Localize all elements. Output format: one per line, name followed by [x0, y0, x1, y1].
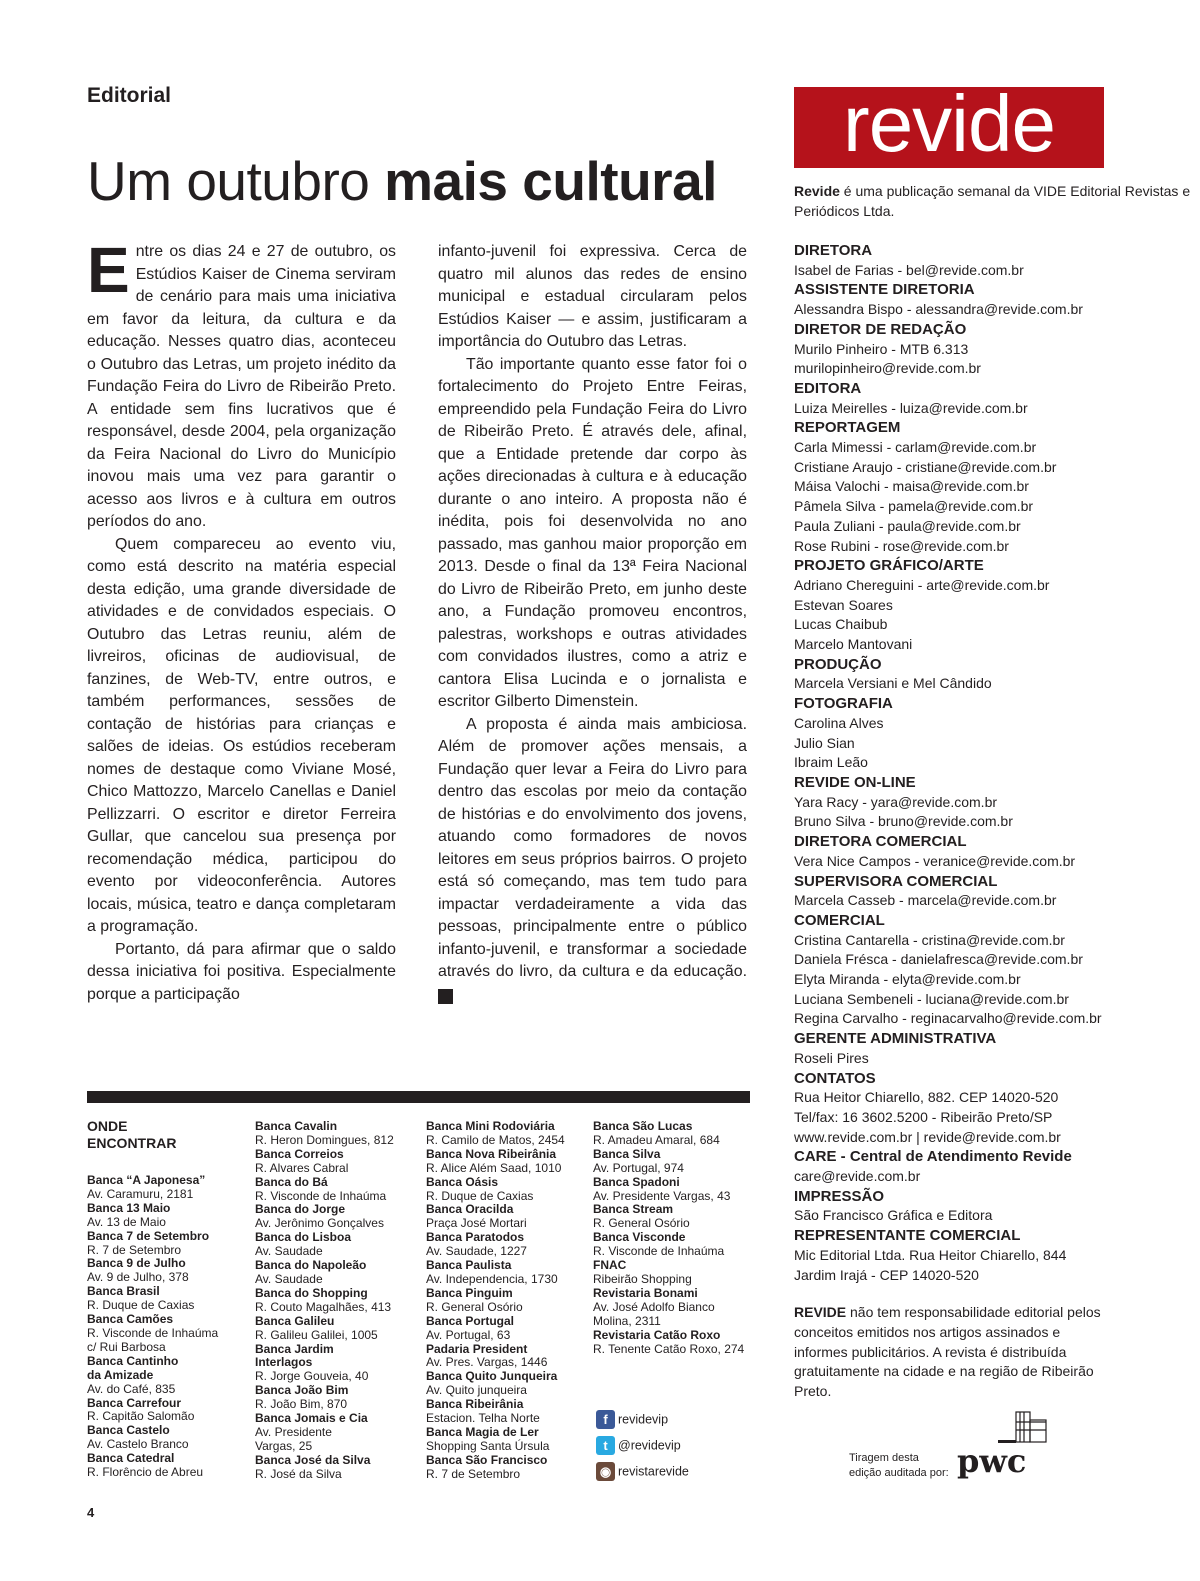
description-brand: Revide	[794, 183, 840, 199]
description-text: é uma publicação semanal da VIDE Editorial Revistas e Periódicos Ltda.	[794, 183, 1191, 219]
staff-role-heading: CARE - Central de Atendimento Revide	[794, 1148, 1072, 1166]
newsstand-address: R. General Osório	[593, 1216, 690, 1231]
disclaimer-brand: REVIDE	[794, 1304, 847, 1320]
newsstand-address: Av. 9 de Julho, 378	[87, 1270, 189, 1285]
newsstand-name: Banca Quito Junqueira	[426, 1369, 558, 1384]
newsstand-address: R. General Osório	[426, 1299, 523, 1314]
staff-role-heading: COMERCIAL	[794, 911, 885, 929]
newsstand-name: Banca Visconde	[593, 1230, 686, 1245]
staff-role-heading: DIRETOR DE REDAÇÃO	[794, 320, 967, 338]
staff-entry: Ibraim Leão	[794, 754, 868, 771]
revide-logo	[794, 79, 1104, 168]
staff-entry: Marcela Versiani e Mel Cândido	[794, 675, 992, 692]
audit-note-line: edição auditada por:	[849, 1467, 949, 1479]
newsstand-name: Banca Brasil	[87, 1284, 160, 1299]
newsstand-address: R. Capitão Salomão	[87, 1409, 195, 1424]
article-paragraph: A proposta é ainda mais ambiciosa. Além de promover ações mensais, a Fundação quer levar a Feira do Livro para dentro das escolas por meio da contação de histórias e do envolvimento dos jovens, atuando como formadores de novos leitores em seus próprios bairros. O projeto está só começando, mas tem tudo para impactar verdadeiramente a vida das pessoas, principalmente entre o público infanto-juvenil, e transformar a sociedade através do livro, da cultura e da educação.	[438, 715, 747, 980]
staff-entry: Julio Sian	[794, 734, 855, 751]
staff-role-heading: SUPERVISORA COMERCIAL	[794, 872, 998, 890]
newsstand-address: R. Duque de Caxias	[426, 1188, 534, 1203]
headline-bold: mais cultural	[384, 150, 717, 212]
staff-entry: care@revide.com.br	[794, 1168, 921, 1185]
newsstand-address: R. Visconde de Inhaúma	[593, 1244, 725, 1259]
newsstand-name: Banca 13 Maio	[87, 1200, 171, 1215]
newsstand-address: R. Amadeu Amaral, 684	[593, 1132, 720, 1147]
newsstand-name: Banca do Napoleão	[255, 1258, 367, 1273]
newsstand-name: Banca Catedral	[87, 1451, 175, 1466]
staff-entry: Yara Racy - yara@revide.com.br	[794, 793, 998, 810]
newsstand-address: Av. do Café, 835	[87, 1381, 176, 1396]
staff-entry: Paula Zuliani - paula@revide.com.br	[794, 517, 1021, 534]
newsstand-name: Banca Stream	[593, 1202, 674, 1217]
staff-list	[794, 241, 1102, 1285]
audit-note-line: Tiragem desta	[849, 1452, 919, 1464]
newsstand-name: Banca Mini Rodoviária	[426, 1119, 555, 1133]
newsstand-column	[255, 1120, 394, 1482]
newsstand-name: Banca Jomais e Cia	[255, 1411, 368, 1426]
newsstand-address: R. Jorge Gouveia, 40	[255, 1369, 369, 1384]
newsstand-address: Molina, 2311	[593, 1313, 661, 1328]
newsstand-address: Estacion. Telha Norte	[426, 1411, 540, 1426]
staff-entry: Mic Editorial Ltda. Rua Heitor Chiarello, 844	[794, 1246, 1067, 1263]
section-divider	[87, 1091, 750, 1103]
staff-entry: Jardim Irajá - CEP 14020-520	[794, 1266, 979, 1283]
newsstand-name: Banca do Shopping	[255, 1285, 368, 1300]
staff-entry: Rua Heitor Chiarello, 882. CEP 14020-520	[794, 1089, 1059, 1106]
newsstand-name: Banca Castelo	[87, 1423, 170, 1438]
section-label: Editorial	[87, 84, 172, 107]
facebook-icon: f	[596, 1410, 615, 1429]
staff-role-heading: FOTOGRAFIA	[794, 695, 893, 713]
staff-entry: Isabel de Farias - bel@revide.com.br	[794, 261, 1024, 278]
social-handle: @revidevip	[618, 1438, 681, 1453]
staff-entry: Marcelo Mantovani	[794, 636, 913, 653]
newsstand-column	[593, 1120, 744, 1356]
staff-entry: Alessandra Bispo - alessandra@revide.com.br	[794, 301, 1083, 318]
newsstand-address: Av. Portugal, 974	[593, 1160, 684, 1175]
staff-entry: Estevan Soares	[794, 596, 893, 613]
newsstand-name: Banca Galileu	[255, 1313, 335, 1328]
newsstand-address: R. Alvares Cabral	[255, 1160, 349, 1175]
staff-role-heading: DIRETORA COMERCIAL	[794, 833, 967, 851]
newsstand-name: Banca Portugal	[426, 1313, 515, 1328]
newsstand-address: R. Visconde de Inhaúma	[255, 1188, 387, 1203]
social-facebook[interactable]	[596, 1410, 668, 1429]
newsstand-address: R. Tenente Catão Roxo, 274	[593, 1341, 745, 1356]
newsstand-address: c/ Rui Barbosa	[87, 1339, 166, 1354]
staff-entry: Vera Nice Campos - veranice@revide.com.br	[794, 852, 1076, 869]
newsstand-name: Padaria President	[426, 1341, 528, 1356]
editorial-disclaimer	[794, 1303, 1110, 1402]
newsstand-address: Av. Jerônimo Gonçalves	[255, 1216, 384, 1231]
newsstand-address: Av. Portugal, 63	[426, 1327, 511, 1342]
newsstand-name: FNAC	[593, 1258, 627, 1273]
newsstand-address: R. Heron Domingues, 812	[255, 1132, 394, 1147]
where-to-find-title	[87, 1118, 176, 1152]
newsstand-name: Banca Camões	[87, 1312, 174, 1327]
staff-entry: Cristina Cantarella - cristina@revide.com.br	[794, 931, 1065, 948]
newsstand-name: Banca do Bá	[255, 1174, 328, 1189]
where-to-find-title-line: ENCONTRAR	[87, 1135, 177, 1151]
newsstand-name: Banca Nova Ribeirânia	[426, 1146, 557, 1161]
newsstand-name: Banca João Bim	[255, 1383, 349, 1398]
newsstand-address: Shopping Santa Úrsula	[426, 1438, 550, 1453]
newsstand-address: Av. 13 de Maio	[87, 1214, 166, 1229]
newsstand-address: R. 7 de Setembro	[426, 1466, 521, 1481]
newsstand-address: Av. Presidente Vargas, 43	[593, 1188, 731, 1203]
newsstand-address: R. João Bim, 870	[255, 1397, 348, 1412]
newsstand-name: Banca Correios	[255, 1146, 344, 1161]
staff-entry: Carolina Alves	[794, 714, 884, 731]
staff-entry: Regina Carvalho - reginacarvalho@revide.com.br	[794, 1010, 1102, 1027]
staff-entry: Elyta Miranda - elyta@revide.com.br	[794, 971, 1021, 988]
staff-role-heading: PROJETO GRÁFICO/ARTE	[794, 557, 984, 575]
newsstand-name: da Amizade	[87, 1367, 154, 1382]
staff-role-heading: ASSISTENTE DIRETORIA	[794, 281, 975, 299]
newsstand-address: Av. Quito junqueira	[426, 1383, 527, 1398]
newsstand-address: Praça José Mortari	[426, 1216, 527, 1231]
newsstand-name: Banca Ribeirânia	[426, 1397, 524, 1412]
pwc-logo: pwc	[957, 1442, 1027, 1480]
staff-entry: Bruno Silva - bruno@revide.com.br	[794, 813, 1013, 830]
newsstand-name: Banca Cavalin	[255, 1119, 338, 1133]
staff-entry: Adriano Chereguini - arte@revide.com.br	[794, 576, 1050, 593]
newsstand-name: Banca Paratodos	[426, 1230, 525, 1245]
newsstand-column	[87, 1174, 218, 1480]
social-handle: revistarevide	[618, 1464, 689, 1479]
newsstand-address: Av. Saudade, 1227	[426, 1244, 527, 1259]
staff-entry: Murilo Pinheiro - MTB 6.313	[794, 340, 969, 357]
publication-description	[794, 182, 1200, 221]
where-to-find-title-line: ONDE	[87, 1118, 128, 1134]
page-number: 4	[87, 1505, 95, 1520]
newsstand-name: Banca Oásis	[426, 1174, 499, 1189]
staff-entry: Roseli Pires	[794, 1049, 869, 1066]
article-paragraph: ntre os dias 24 e 27 de outubro, os Estúdios Kaiser de Cinema serviram de cenário para mais uma iniciativa em favor da leitura, da cultura e da educação. Nesses quatro dias, aconteceu o Outubro das Letras, um projeto inédito da Fundação Feira do Livro de Ribeirão Preto. A entidade sem fins lucrativos que é responsável, desde 2004, pela organização da Feira Nacional do Livro do Município inovou mais uma vez para garantir o acesso aos livros e à cultura em outros períodos do ano.	[87, 243, 396, 530]
drop-cap: E	[87, 234, 130, 306]
newsstand-address: Av. Independencia, 1730	[426, 1271, 558, 1286]
headline	[87, 150, 717, 212]
newsstand-address: R. Alice Além Saad, 1010	[426, 1160, 562, 1175]
twitter-icon: t	[596, 1436, 615, 1455]
social-handle: revidevip	[618, 1412, 669, 1427]
staff-entry: murilopinheiro@revide.com.br	[794, 360, 981, 377]
newsstand-name: Banca São Lucas	[593, 1119, 693, 1133]
newsstand-address: R. Visconde de Inhaúma	[87, 1325, 219, 1340]
newsstand-address: R. Camilo de Matos, 2454	[426, 1132, 565, 1147]
staff-role-heading: REPORTAGEM	[794, 419, 901, 437]
staff-entry: Daniela Frésca - danielafresca@revide.com.br	[794, 951, 1083, 968]
newsstand-name: Banca do Jorge	[255, 1202, 346, 1217]
staff-entry: Marcela Casseb - marcela@revide.com.br	[794, 892, 1057, 909]
newsstand-name: Banca Carrefour	[87, 1395, 182, 1410]
newsstand-name: Banca Cantinho	[87, 1353, 179, 1368]
newsstand-address: Vargas, 25	[255, 1438, 313, 1453]
newsstand-address: Av. Saudade	[255, 1244, 323, 1259]
staff-entry: Luciana Sembeneli - luciana@revide.com.br	[794, 990, 1069, 1007]
newsstand-name: Banca “A Japonesa”	[87, 1173, 206, 1187]
newsstand-name: Banca São Francisco	[426, 1452, 548, 1467]
newsstand-address: Av. Caramuru, 2181	[87, 1186, 194, 1201]
staff-entry: Máisa Valochi - maisa@revide.com.br	[794, 478, 1029, 495]
newsstand-name: Banca 9 de Julho	[87, 1256, 186, 1271]
newsstand-name: Interlagos	[255, 1355, 313, 1370]
instagram-icon: ◉	[596, 1462, 615, 1481]
newsstand-column	[426, 1120, 565, 1482]
newsstand-name: Banca do Lisboa	[255, 1230, 352, 1245]
staff-role-heading: GERENTE ADMINISTRATIVA	[794, 1030, 997, 1048]
headline-light: Um outubro	[87, 150, 385, 212]
newsstand-name: Banca Magia de Ler	[426, 1424, 539, 1439]
social-twitter[interactable]	[596, 1436, 681, 1455]
staff-role-heading: REPRESENTANTE COMERCIAL	[794, 1227, 1021, 1245]
newsstand-address: Av. Saudade	[255, 1271, 323, 1286]
newsstand-address: Av. Pres. Vargas, 1446	[426, 1355, 548, 1370]
staff-role-heading: PRODUÇÃO	[794, 655, 882, 673]
article-paragraph: Quem compareceu ao evento viu, como está descrito na matéria especial desta edição, uma grande diversidade de atividades e de convidados especiais. O Outubro das Letras reuniu, além de livreiros, oficinas de audiovisual, de fanzines, de Web-TV, entre outros, e também performances, sessões de contação de histórias para crianças e salões de ideias. Os estúdios receberam nomes de destaque como Viviane Mosé, Chico Mattozzo, Marcelo Canellas e Daniel Pellizzarri. O escritor e diretor Ferreira Gullar, que cancelou sua presença por recomendação médica, participou do evento por videoconferência. Autores locais, música, teatro e dança completaram a programação.	[87, 535, 396, 935]
staff-entry: Rose Rubini - rose@revide.com.br	[794, 537, 1009, 554]
article-paragraph: infanto-juvenil foi expressiva. Cerca de quatro mil alunos das redes de ensino municipal e estadual circularam pelos Estúdios Kaiser — e assim, justificaram a importância do Outubro das Letras.	[438, 243, 747, 350]
staff-entry: São Francisco Gráfica e Editora	[794, 1207, 993, 1224]
newsstand-name: Revistaria Bonami	[593, 1285, 698, 1300]
newsstand-address: R. José da Silva	[255, 1466, 342, 1481]
staff-entry: Pâmela Silva - pamela@revide.com.br	[794, 498, 1034, 515]
disclaimer-text: não tem responsabilidade editorial pelos conceitos emitidos nos artigos assinados e informes publicitários. A revista é distribuída gratuitamente na cidade e na região de Ribeirão Preto.	[794, 1304, 1101, 1400]
newsstand-address: Av. Presidente	[255, 1424, 332, 1439]
staff-entry: Carla Mimessi - carlam@revide.com.br	[794, 439, 1037, 456]
newsstand-address: R. 7 de Setembro	[87, 1242, 182, 1257]
staff-entry: Luiza Meirelles - luiza@revide.com.br	[794, 399, 1028, 416]
newsstand-name: Banca Spadoni	[593, 1174, 680, 1189]
logo-text: revide	[843, 79, 1055, 168]
article-column-1	[87, 234, 396, 1006]
newsstand-name: Banca 7 de Setembro	[87, 1228, 210, 1243]
newsstand-name: Revistaria Catão Roxo	[593, 1327, 721, 1342]
newsstand-name: Banca Oracilda	[426, 1202, 514, 1217]
staff-role-heading: REVIDE ON-LINE	[794, 773, 916, 791]
social-instagram[interactable]	[596, 1462, 689, 1481]
audit-note	[849, 1451, 949, 1481]
newsstand-address: R. Couto Magalhães, 413	[255, 1299, 392, 1314]
staff-entry: Tel/fax: 16 3602.5200 - Ribeirão Preto/SP	[794, 1108, 1053, 1125]
newsstand-address: Av. Castelo Branco	[87, 1437, 189, 1452]
staff-entry: www.revide.com.br | revide@revide.com.br	[794, 1128, 1061, 1145]
article-paragraph: Portanto, dá para afirmar que o saldo dessa iniciativa foi positiva. Especialmente porque a participação	[87, 940, 396, 1003]
newsstand-address: Ribeirão Shopping	[593, 1271, 692, 1286]
newsstand-name: Banca Paulista	[426, 1258, 512, 1273]
newsstand-name: Banca José da Silva	[255, 1452, 371, 1467]
newsstand-name: Banca Jardim	[255, 1341, 334, 1356]
staff-role-heading: IMPRESSÃO	[794, 1187, 885, 1205]
pwc-building-icon	[998, 1410, 1050, 1444]
staff-entry: Lucas Chaibub	[794, 616, 888, 633]
newsstand-address: R. Florêncio de Abreu	[87, 1465, 204, 1480]
newsstand-name: Banca Silva	[593, 1146, 661, 1161]
staff-entry: Cristiane Araujo - cristiane@revide.com.br	[794, 458, 1057, 475]
newsstand-address: Av. José Adolfo Bianco	[593, 1299, 715, 1314]
newsstand-name: Banca Pinguim	[426, 1285, 513, 1300]
newsstand-address: R. Duque de Caxias	[87, 1298, 195, 1313]
end-mark-icon: r	[438, 989, 453, 1004]
article-paragraph: Tão importante quanto esse fator foi o fortalecimento do Projeto Entre Feiras, empreendido pela Fundação Feira do Livro de Ribeirão Preto. É através dele, afinal, que a Entidade pretende dar corpo às ações direcionadas à cultura e à educação durante o ano inteiro. A proposta não é inédita, pois foi desenvolvida no ano passado, mas ganhou maior proporção em 2013. Desde o final da 13ª Feira Nacional do Livro de Ribeirão Preto, em junho deste ano, a Fundação promoveu encontros, palestras, workshops e outras atividades com convidados ilustres, como a atriz e cantora Elisa Lucinda e o jornalista e escritor Gilberto Dimenstein.	[438, 355, 747, 710]
staff-role-heading: EDITORA	[794, 379, 862, 397]
staff-role-heading: CONTATOS	[794, 1069, 876, 1087]
article-column-2	[438, 241, 747, 1006]
newsstand-address: R. Galileu Galilei, 1005	[255, 1327, 378, 1342]
staff-role-heading: DIRETORA	[794, 242, 873, 259]
